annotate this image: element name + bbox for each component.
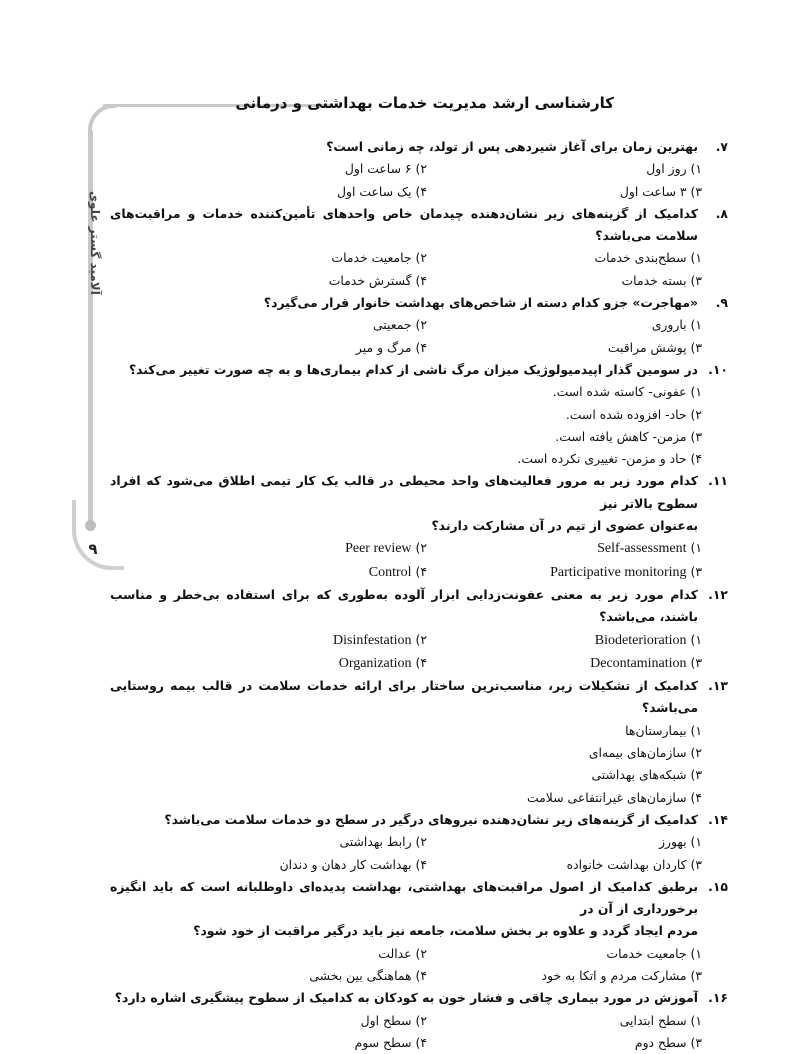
options [110, 314, 728, 359]
options [110, 831, 728, 876]
option-text: Disinfestation [333, 632, 412, 648]
options [110, 1010, 728, 1054]
option-2: ۲) سطح اول [360, 1012, 427, 1028]
option-text: Self-assessment [597, 541, 687, 557]
options [110, 943, 728, 988]
option-3 [427, 561, 702, 584]
option-3: ۳) مشارکت مردم و اتکا به خود [541, 967, 702, 983]
question-text: بهترین زمان برای آغاز شیردهی پس از تولد، چه زمانی است؟ [326, 139, 698, 154]
question-text: آموزش در مورد بیماری چاقی و فشار خون به کودکان به کدامیک از سطوح پیشگیری اشاره دارد؟ [114, 990, 698, 1006]
option-1: ۱) جامعیت خدمات [606, 945, 702, 961]
option-1: ۱) عفونی- کاسته شده است. [552, 384, 702, 400]
option-number: ۲) [415, 631, 427, 647]
question-number: ۱۴. [708, 811, 728, 827]
option-4: ۴) سطح سوم [354, 1034, 427, 1050]
option-3: ۳) بسته خدمات [621, 272, 702, 288]
question-14 [110, 809, 728, 876]
page-title: کارشناسی ارشد مدیریت خدمات بهداشتی و درمانی [235, 94, 614, 112]
page-number: ۹ [88, 540, 98, 558]
option-2: ۲) رابط بهداشتی [339, 834, 427, 850]
question-number: ۱۰. [708, 361, 728, 377]
question-text: «مهاجرت» جزو کدام دسته از شاخص‌های بهداشت خانوار قرار می‌گیرد؟ [263, 295, 698, 311]
question-number: ۱۲. [708, 586, 728, 602]
question-7 [110, 136, 728, 203]
option-2: ۲) ۶ ساعت اول [344, 161, 427, 177]
question-text: کدامیک از گزینه‌های زیر نشان‌دهنده چیدمان خاص واحدهای تأمین‌کننده خدمات و مراقبت‌های سلامت می‌باشد؟ [110, 205, 698, 244]
option-1: ۱) سطح‌بندی خدمات [594, 250, 702, 266]
option-3: ۳) مزمن- کاهش یافته است. [555, 428, 702, 444]
question-text: در سومین گذار اپیدمیولوژیک میزان مرگ ناشی از کدام بیماری‌ها و به چه صورت تغییر می‌کند؟ [128, 361, 698, 377]
option-2: ۲) جامعیت خدمات [331, 250, 427, 266]
options [110, 720, 728, 809]
question-11 [110, 470, 728, 583]
option-1: ۱) روز اول [646, 161, 702, 177]
option-3: ۳) ۳ ساعت اول [619, 183, 702, 199]
option-2 [152, 629, 427, 652]
option-4 [152, 652, 427, 675]
question-number: ۹. [715, 295, 728, 311]
option-3: ۳) پوشش مراقبت [607, 339, 702, 355]
option-text: Peer review [345, 541, 412, 557]
option-3: ۳) سطح دوم [634, 1034, 702, 1050]
question-10 [110, 359, 728, 470]
option-number: ۴) [415, 563, 427, 579]
question-text: برطبق کدامیک از اصول مراقبت‌های بهداشتی، بهداشت پدیده‌ای داوطلبانه است که باید انگیزه برخورداری از آن در [110, 878, 698, 917]
question-number: ۱۳. [708, 678, 728, 694]
option-number: ۴) [415, 654, 427, 670]
option-4: ۴) مرگ و میر [355, 339, 427, 355]
option-text: Organization [338, 655, 412, 671]
option-text: Control [368, 564, 412, 580]
question-text-continued: به‌عنوان عضوی از تیم در آن مشارکت دارند؟ [431, 518, 698, 534]
option-2: ۲) حاد- افزوده شده است. [565, 406, 702, 422]
question-16 [110, 987, 728, 1054]
question-15 [110, 876, 728, 987]
option-number: ۱) [690, 540, 702, 556]
option-1: ۱) باروری [651, 317, 702, 333]
question-9 [110, 292, 728, 359]
option-4: ۴) بهداشت کار دهان و دندان [279, 856, 427, 872]
option-number: ۳) [690, 563, 702, 579]
option-2: ۲) جمعیتی [372, 317, 427, 333]
option-3: ۳) کاردان بهداشت خانواده [566, 856, 702, 872]
question-text: کدامیک از تشکیلات زیر، مناسب‌ترین ساختار برای ارائه خدمات سلامت در قالب بیمه روستایی می‌باشد؟ [110, 678, 698, 716]
question-text-continued: مردم ایجاد گردد و علاوه بر بخش سلامت، جامعه نیز باید درگیر مراقبت از خود شود؟ [193, 923, 698, 939]
frame-dot [85, 520, 96, 531]
question-list [110, 136, 728, 1054]
option-4 [152, 561, 427, 584]
option-4: ۴) حاد و مزمن- تغییری نکرده است. [517, 451, 702, 467]
option-4: ۴) یک ساعت اول [337, 183, 427, 199]
question-8 [110, 203, 728, 292]
question-number: ۱۱. [708, 473, 728, 489]
option-4: ۴) گسترش خدمات [328, 272, 427, 288]
question-13 [110, 675, 728, 809]
option-text: Biodeterioration [594, 632, 687, 648]
option-2: ۲) عدالت [378, 945, 427, 961]
option-3: ۳) شبکه‌های بهداشتی [591, 767, 702, 783]
options [110, 158, 728, 203]
option-number: ۱) [690, 631, 702, 647]
question-number: ۸. [715, 205, 728, 221]
question-text: کدام مورد زیر به معنی عفونت‌زدایی ابزار آلوده به‌طوری که برای استفاده بی‌خطر و مناسب باشند، می‌باشد؟ [110, 586, 698, 625]
option-2: ۲) سازمان‌های بیمه‌ای [588, 745, 702, 761]
option-1: ۱) بیمارستان‌ها [625, 722, 702, 738]
option-1: ۱) بهورز [659, 834, 702, 850]
option-text: Participative monitoring [550, 564, 687, 580]
option-4: ۴) هماهنگی بین بخشی [309, 967, 427, 983]
option-1: ۱) سطح ابتدایی [619, 1012, 702, 1028]
option-number: ۳) [690, 654, 702, 670]
frame-corner [88, 104, 116, 132]
question-number: ۷. [715, 139, 728, 154]
options [110, 381, 728, 470]
option-number: ۲) [415, 540, 427, 556]
question-text: کدامیک از گزینه‌های زیر نشان‌دهنده نیروهای درگیر در سطح دو خدمات سلامت می‌باشد؟ [164, 811, 698, 827]
option-2 [152, 537, 427, 560]
option-text: Decontamination [590, 655, 687, 671]
options [110, 629, 728, 676]
option-1 [427, 629, 702, 652]
question-12 [110, 584, 728, 675]
options [110, 247, 728, 292]
question-number: ۱۵. [708, 878, 728, 894]
question-number: ۱۶. [708, 990, 728, 1006]
question-text: کدام مورد زیر به مرور فعالیت‌های واحد محیطی در قالب یک کار تیمی اطلاق می‌شود که افراد سطوح بالاتر نیز [110, 473, 698, 511]
publisher-side-title: آلامید گستر علوی [88, 191, 102, 295]
option-4: ۴) سازمان‌های غیرانتفاعی سلامت [527, 789, 702, 805]
options [110, 537, 728, 584]
option-1 [427, 537, 702, 560]
option-3 [427, 652, 702, 675]
